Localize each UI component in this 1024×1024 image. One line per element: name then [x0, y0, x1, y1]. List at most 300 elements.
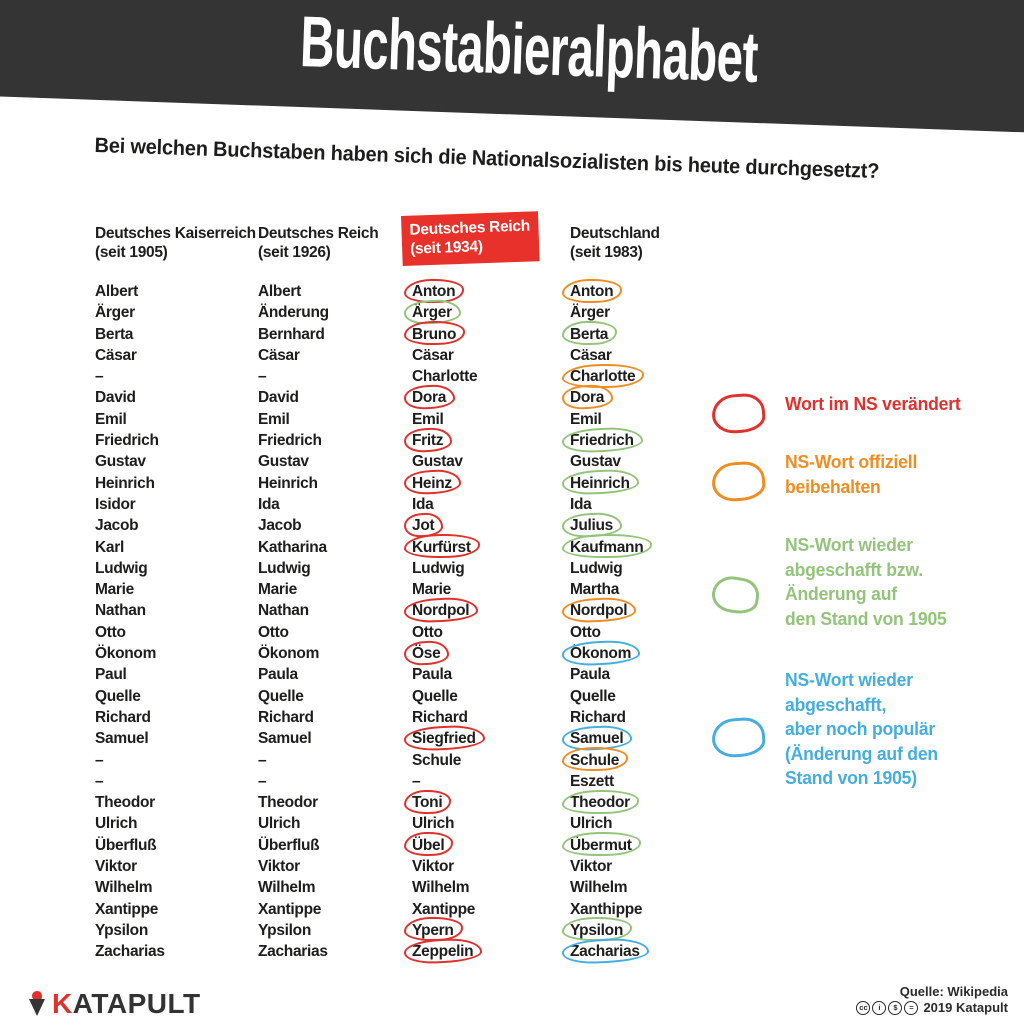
word-row	[95, 387, 255, 408]
word-cell: Toni	[412, 792, 442, 813]
word-cell: –	[258, 751, 267, 769]
legend-orange-circle-icon	[711, 460, 767, 503]
column-title: Deutsches Reich	[258, 225, 379, 242]
word-row	[258, 750, 418, 771]
word-cell: Xanthippe	[570, 900, 643, 918]
word-row	[95, 281, 255, 302]
word-cell: Karl	[95, 538, 124, 556]
word-row	[570, 686, 730, 707]
word-row	[570, 941, 730, 962]
word-row	[95, 494, 255, 515]
word-row	[95, 856, 255, 877]
word-row	[570, 792, 730, 813]
word-cell: Marie	[412, 581, 451, 599]
word-row	[412, 792, 572, 813]
word-cell: Ulrich	[412, 815, 455, 833]
word-row	[95, 622, 255, 643]
word-row	[95, 707, 255, 728]
brand-first-letter: K	[52, 988, 73, 1019]
word-row	[258, 324, 418, 345]
word-row	[95, 473, 255, 494]
word-row	[258, 813, 418, 834]
word-cell: Quelle	[570, 687, 616, 705]
brand-name	[52, 990, 201, 1018]
word-cell: Jot	[412, 515, 434, 536]
word-cell: Otto	[412, 623, 443, 641]
word-row	[412, 537, 572, 558]
word-cell: Heinrich	[258, 474, 318, 492]
word-cell: Ludwig	[570, 559, 623, 577]
word-cell: Charlotte	[570, 366, 635, 387]
word-cell: Ida	[412, 495, 434, 513]
word-cell: Emil	[570, 410, 602, 428]
word-cell: Martha	[570, 581, 620, 599]
license-icons	[856, 1001, 918, 1015]
word-row	[570, 750, 730, 771]
word-row	[412, 451, 572, 472]
word-row	[412, 600, 572, 621]
word-cell: Cäsar	[412, 346, 454, 364]
word-cell: Fritz	[412, 430, 443, 451]
word-cell: Friedrich	[570, 430, 634, 451]
copyright-label: 2019 Katapult	[923, 1000, 1008, 1015]
word-cell: Jacob	[258, 517, 302, 535]
annotation-circle-green	[562, 426, 644, 454]
word-row	[95, 430, 255, 451]
word-cell: Anton	[570, 281, 613, 302]
word-cell: Dora	[412, 387, 446, 408]
annotation-circle-blue	[562, 724, 633, 751]
word-row	[95, 345, 255, 366]
word-row	[412, 579, 572, 600]
word-cell: Nathan	[95, 602, 146, 620]
word-row	[412, 494, 572, 515]
word-row	[258, 345, 418, 366]
word-row	[570, 813, 730, 834]
word-cell: Wilhelm	[412, 879, 470, 897]
header-band	[0, 0, 1024, 135]
word-row	[412, 302, 572, 323]
word-cell: Paula	[570, 666, 610, 684]
word-cell: Friedrich	[258, 432, 322, 450]
legend-green-circle-icon	[709, 574, 761, 617]
word-row	[258, 409, 418, 430]
word-cell: Ludwig	[95, 559, 148, 577]
word-row	[570, 600, 730, 621]
word-cell: Jacob	[95, 517, 139, 535]
word-cell: Julius	[570, 515, 613, 536]
word-cell: Marie	[258, 581, 297, 599]
word-row	[95, 771, 255, 792]
word-cell: Quelle	[412, 687, 458, 705]
word-cell: Ypsilon	[95, 921, 149, 939]
highlighted-header-box	[401, 211, 540, 266]
column-era: (seit 1934)	[409, 238, 483, 258]
word-row	[95, 302, 255, 323]
word-cell: Ludwig	[412, 559, 465, 577]
column-header	[409, 217, 572, 281]
word-cell: Emil	[95, 410, 127, 428]
word-row	[258, 387, 418, 408]
word-cell: Quelle	[95, 687, 141, 705]
word-cell: Xantippe	[95, 900, 159, 918]
word-row	[412, 771, 572, 792]
word-cell: Wilhelm	[570, 879, 628, 897]
word-cell: Ökonom	[95, 645, 157, 663]
annotation-circle-red	[404, 917, 463, 942]
word-cell: Ludwig	[258, 559, 311, 577]
word-cell: Gustav	[258, 453, 309, 471]
annotation-circle-red	[404, 596, 479, 624]
column-era: (seit 1905)	[95, 244, 168, 261]
word-cell: Übel	[412, 835, 444, 856]
word-row	[570, 558, 730, 579]
word-cell: Theodor	[95, 794, 155, 812]
column-title: Deutschland	[570, 225, 660, 242]
word-row	[570, 515, 730, 536]
word-row	[570, 579, 730, 600]
legend-item-orange	[712, 450, 924, 499]
annotation-circle-green	[562, 321, 618, 346]
annotation-circle-green	[562, 533, 653, 559]
word-cell: Schule	[570, 750, 619, 771]
word-cell: Viktor	[412, 858, 454, 876]
word-row	[258, 707, 418, 728]
annotation-circle-green	[562, 832, 641, 858]
word-cell: David	[95, 389, 136, 407]
word-cell: Eszett	[570, 772, 614, 790]
word-row	[95, 451, 255, 472]
word-cell: Zacharias	[570, 941, 640, 962]
word-row	[570, 430, 730, 451]
page-subtitle: Bei welchen Buchstaben haben sich die Nationalsozialisten bis heute durchgesetzt?	[94, 134, 880, 184]
annotation-circle-green	[562, 917, 632, 943]
word-cell: Samuel	[570, 728, 623, 749]
word-cell: Paula	[258, 666, 298, 684]
word-row	[95, 728, 255, 749]
column-header	[95, 224, 255, 281]
word-row	[258, 792, 418, 813]
word-cell: Ida	[570, 495, 592, 513]
word-row	[570, 387, 730, 408]
word-row	[258, 302, 418, 323]
word-cell: Ypern	[412, 920, 454, 941]
word-cell: Ypsilon	[258, 921, 312, 939]
word-cell: Ärger	[95, 304, 135, 322]
word-cell: Anton	[412, 281, 455, 302]
word-cell: Ulrich	[258, 815, 301, 833]
word-row	[258, 473, 418, 494]
word-list	[570, 281, 730, 963]
word-row	[95, 579, 255, 600]
word-row	[570, 899, 730, 920]
annotation-circle-blue	[562, 639, 641, 667]
word-cell: Friedrich	[95, 432, 159, 450]
word-row	[258, 430, 418, 451]
annotation-circle-red	[404, 533, 480, 559]
word-cell: Überfluß	[95, 836, 157, 854]
word-row	[570, 537, 730, 558]
annotation-circle-orange	[561, 384, 613, 411]
word-cell: Ypsilon	[570, 920, 623, 941]
word-row	[570, 473, 730, 494]
word-row	[258, 941, 418, 962]
annotation-circle-orange	[562, 278, 623, 303]
word-cell: Zeppelin	[412, 941, 473, 962]
word-cell: Berta	[95, 325, 134, 343]
word-cell: Gustav	[570, 453, 621, 471]
word-row	[570, 728, 730, 749]
word-cell: Nathan	[258, 602, 309, 620]
license-row	[856, 1000, 1008, 1016]
word-row	[412, 835, 572, 856]
word-row	[412, 686, 572, 707]
word-row	[95, 324, 255, 345]
word-row	[412, 622, 572, 643]
word-list	[258, 281, 421, 963]
legend-label: Wort im NS verändert	[785, 393, 961, 414]
column-title: Deutsches Kaiserreich	[95, 225, 256, 242]
word-cell: Theodor	[258, 794, 318, 812]
word-row	[95, 899, 255, 920]
legend-label: NS-Wort offiziell beibehalten	[785, 451, 918, 497]
word-cell: Kurfürst	[412, 537, 471, 558]
word-cell: Bernhard	[258, 325, 325, 343]
word-row	[570, 835, 730, 856]
word-row	[570, 707, 730, 728]
word-cell: Gustav	[412, 453, 463, 471]
word-row	[95, 835, 255, 856]
word-cell: Änderung	[258, 304, 329, 322]
word-cell: Ulrich	[570, 815, 613, 833]
word-row	[258, 856, 418, 877]
cc-icon: cc	[856, 1001, 870, 1015]
word-row	[412, 473, 572, 494]
word-cell: –	[95, 751, 104, 769]
word-row	[258, 537, 418, 558]
word-cell: Charlotte	[412, 368, 478, 386]
word-row	[95, 686, 255, 707]
column-2	[258, 224, 421, 963]
word-row	[412, 558, 572, 579]
word-row	[570, 281, 730, 302]
word-row	[258, 728, 418, 749]
word-cell: Ärger	[570, 304, 610, 322]
word-cell: Heinrich	[570, 473, 630, 494]
word-row	[412, 281, 572, 302]
word-row	[95, 750, 255, 771]
word-row	[95, 409, 255, 430]
brand-rest: ATAPULT	[72, 988, 201, 1019]
word-cell: Bruno	[412, 324, 456, 345]
word-row	[570, 856, 730, 877]
word-row	[258, 579, 418, 600]
word-cell: –	[258, 772, 267, 790]
annotation-circle-green	[403, 299, 461, 326]
column-3	[409, 217, 572, 963]
word-cell: Emil	[258, 410, 290, 428]
word-row	[412, 664, 572, 685]
legend-item-green	[712, 533, 955, 631]
cc-by-icon: i	[872, 1001, 886, 1015]
word-cell: Zacharias	[258, 943, 328, 961]
word-row	[258, 835, 418, 856]
word-cell: Viktor	[258, 858, 300, 876]
source-block	[856, 984, 1008, 1016]
page-title: Buchstabieralphabet	[298, 2, 760, 98]
word-row	[258, 920, 418, 941]
legend-red-circle-icon	[711, 392, 767, 435]
column-era: (seit 1926)	[258, 244, 331, 261]
annotation-circle-orange	[562, 596, 637, 624]
legend-label: NS-Wort wieder abgeschafft bzw. Änderung auf den Stand von 1905	[785, 534, 947, 629]
word-row	[95, 643, 255, 664]
annotation-circle-red	[404, 724, 486, 752]
word-row	[258, 281, 418, 302]
word-cell: Xantippe	[412, 900, 476, 918]
word-row	[570, 920, 730, 941]
word-row	[412, 856, 572, 877]
word-cell: Ökonom	[258, 645, 320, 663]
word-cell: Katharina	[258, 538, 327, 556]
word-cell: Otto	[570, 623, 601, 641]
word-row	[95, 664, 255, 685]
word-cell: Paul	[95, 666, 127, 684]
word-cell: Cäsar	[258, 346, 300, 364]
word-row	[258, 899, 418, 920]
word-row	[570, 664, 730, 685]
annotation-circle-green	[562, 789, 639, 815]
word-row	[95, 941, 255, 962]
word-cell: Otto	[95, 623, 126, 641]
word-cell: Richard	[412, 708, 468, 726]
word-row	[258, 771, 421, 792]
word-row	[412, 345, 572, 366]
word-cell: Gustav	[95, 453, 146, 471]
word-cell: Ulrich	[95, 815, 138, 833]
annotation-circle-orange	[562, 363, 645, 389]
word-cell: Cäsar	[570, 346, 612, 364]
word-row	[412, 430, 572, 451]
word-cell: Übermut	[570, 835, 632, 856]
word-cell: Emil	[412, 410, 444, 428]
word-cell: Dora	[570, 387, 604, 408]
word-cell: –	[95, 772, 104, 790]
word-row	[412, 899, 572, 920]
word-row	[570, 345, 730, 366]
word-row	[570, 324, 730, 345]
word-row	[95, 558, 255, 579]
word-list	[412, 281, 572, 963]
word-cell: Theodor	[570, 792, 630, 813]
brand-logo	[28, 990, 201, 1018]
word-row	[570, 494, 730, 515]
word-row	[412, 515, 572, 536]
word-cell: Richard	[95, 708, 151, 726]
word-cell: Richard	[570, 708, 626, 726]
annotation-circle-orange	[562, 746, 628, 771]
word-row	[570, 643, 730, 664]
annotation-circle-red	[404, 321, 466, 346]
word-cell: Marie	[95, 581, 134, 599]
source-line: Quelle: Wikipedia	[899, 984, 1008, 999]
column-header	[570, 224, 730, 281]
word-cell: Zacharias	[95, 943, 165, 961]
legend-item-blue	[712, 668, 946, 791]
word-cell: Schule	[412, 751, 462, 769]
word-row	[570, 409, 730, 430]
cc-nd-icon: =	[904, 1001, 918, 1015]
word-row	[258, 600, 418, 621]
word-row	[95, 366, 255, 387]
annotation-circle-red	[403, 384, 455, 411]
word-cell: Berta	[570, 324, 608, 345]
word-row	[412, 941, 572, 962]
word-cell: Paula	[412, 666, 452, 684]
word-cell: Öse	[412, 643, 440, 664]
word-cell: Albert	[258, 283, 301, 300]
column-era: (seit 1983)	[570, 244, 643, 261]
word-row	[258, 494, 418, 515]
annotation-circle-red	[403, 469, 461, 496]
word-cell: David	[258, 389, 299, 407]
word-row	[412, 877, 572, 898]
column-title: Deutsches Reich	[409, 217, 531, 239]
word-row	[95, 515, 255, 536]
word-row	[95, 600, 255, 621]
word-row	[258, 643, 418, 664]
katapult-cone-icon	[28, 991, 46, 1016]
word-row	[95, 877, 255, 898]
word-row	[95, 813, 255, 834]
word-cell: Quelle	[258, 687, 304, 705]
word-row	[412, 409, 572, 430]
word-row	[412, 813, 572, 834]
cc-nc-icon: $	[888, 1001, 902, 1015]
word-row	[412, 324, 572, 345]
word-row	[412, 387, 572, 408]
word-row	[570, 771, 730, 792]
annotation-circle-red	[404, 937, 483, 965]
word-cell: –	[258, 368, 267, 386]
word-cell: Samuel	[258, 730, 312, 748]
column-header	[258, 224, 418, 281]
word-row	[412, 750, 572, 771]
word-row	[258, 451, 418, 472]
annotation-circle-green	[561, 511, 622, 538]
word-row	[258, 686, 418, 707]
legend-blue-circle-icon	[711, 716, 767, 759]
word-cell: Albert	[95, 283, 138, 300]
word-cell: Heinz	[412, 473, 452, 494]
word-row	[412, 366, 572, 387]
word-row	[258, 366, 418, 387]
word-cell: –	[95, 368, 104, 386]
word-row	[258, 877, 418, 898]
word-cell: Otto	[258, 623, 289, 641]
word-row	[412, 643, 572, 664]
word-cell: –	[412, 772, 421, 790]
word-row	[570, 451, 730, 472]
annotation-circle-red	[404, 832, 454, 857]
word-cell: Überfluß	[258, 836, 320, 854]
word-row	[570, 366, 730, 387]
logo-cone-shape	[29, 999, 45, 1016]
column-4	[570, 224, 730, 963]
word-row	[258, 515, 418, 536]
annotation-circle-blue	[562, 937, 650, 965]
word-cell: Samuel	[95, 730, 149, 748]
